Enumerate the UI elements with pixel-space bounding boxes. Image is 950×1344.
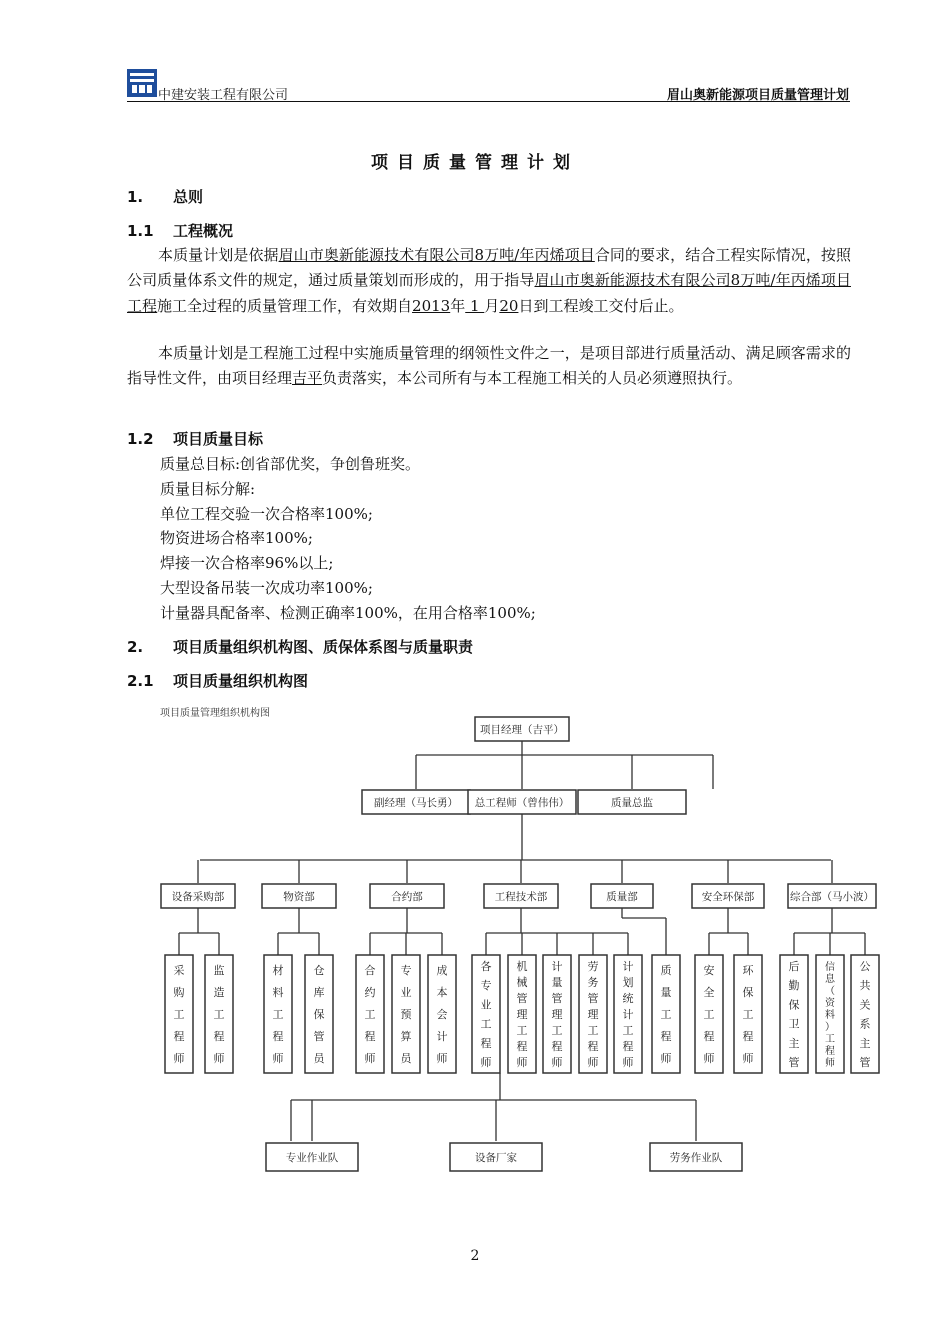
role-label-char: 师 [480, 1056, 492, 1069]
section-title: 总则 [173, 188, 204, 206]
role-label-char: 划 [622, 976, 634, 989]
department-node-label: 设备采购部 [171, 891, 225, 903]
page-number: 2 [470, 1248, 480, 1264]
role-label-char: 信 [825, 962, 835, 973]
role-label-char: 工 [703, 1008, 715, 1021]
role-label-char: 会 [436, 1008, 448, 1021]
role-label-char: 师 [703, 1052, 715, 1065]
header-project-title: 眉山奥新能源项目质量管理计划 [666, 88, 849, 103]
role-label-char: 共 [859, 979, 871, 993]
role-label-char: 料 [825, 1010, 835, 1021]
role-label-char: 管 [587, 992, 599, 1005]
role-label-char: 料 [272, 986, 284, 999]
role-label-char: 工 [213, 1008, 225, 1021]
goal-line: 大型设备吊装一次成功率100%; [160, 579, 373, 597]
department-node-label: 合约部 [391, 891, 423, 903]
role-label-char: 机 [516, 960, 528, 973]
role-label-char: 程 [551, 1040, 563, 1053]
role-label-char: 工 [742, 1008, 754, 1021]
role-label-char: 管 [551, 992, 563, 1005]
role-label-char: 成 [436, 964, 448, 977]
org-chart [150, 700, 890, 1180]
role-label-char: 员 [313, 1052, 325, 1065]
chart-caption: 项目质量管理组织机构图 [160, 708, 270, 719]
level2-node-label: 总工程师（曾伟伟） [474, 797, 570, 809]
role-label-char: 保 [742, 986, 754, 999]
role-label-char: 采 [173, 964, 185, 977]
role-label-char: 师 [825, 1058, 835, 1069]
role-label-char: 预 [400, 1008, 412, 1021]
role-label-char: （ [825, 986, 835, 997]
overview-paragraph-2: 本质量计划是工程施工过程中实施质量管理的纲领性文件之一，是项目部进行质量活动、满足顾客需求的指导性文件，由项目经理吉平负责落实，本公司所有与本工程施工相关的人员必须遵照执行。 [127, 344, 851, 388]
section-title: 项目质量组织机构图 [173, 672, 309, 690]
role-label-char: 程 [587, 1040, 599, 1053]
role-label-char: 师 [173, 1052, 185, 1065]
role-label-char: 购 [173, 986, 185, 999]
role-label-char: 业 [400, 986, 412, 999]
header-company: 中建安装工程有限公司 [158, 88, 289, 103]
role-label-char: 程 [660, 1030, 672, 1043]
section-title: 项目质量组织机构图、质保体系图与质量职责 [173, 638, 474, 656]
role-label-char: 程 [622, 1040, 634, 1053]
role-label-char: 卫 [788, 1017, 800, 1031]
role-label-char: 质 [660, 964, 672, 977]
section-heading-2 [127, 636, 473, 657]
role-label-char: 主 [788, 1036, 800, 1050]
role-label-char: 师 [551, 1056, 563, 1069]
role-label-char: 计 [622, 1008, 634, 1021]
role-label-char: 程 [364, 1030, 376, 1043]
role-label-char: 计 [436, 1030, 448, 1043]
role-label-char: 约 [364, 986, 376, 999]
section-number: 1.2 [127, 430, 154, 448]
role-label-char: 公 [859, 960, 871, 973]
section-heading-1 [127, 186, 203, 207]
document-title: 项目质量管理计划 [371, 153, 579, 173]
role-label-char: 工 [516, 1024, 528, 1037]
role-label-char: 造 [213, 986, 225, 999]
section-title: 项目质量目标 [173, 430, 264, 448]
role-label-char: 本 [436, 986, 448, 999]
role-label-char: 业 [480, 998, 492, 1012]
contractor-node-label: 设备厂家 [475, 1152, 517, 1164]
role-label-char: 师 [587, 1056, 599, 1069]
role-label-char: 勤 [788, 979, 800, 993]
role-label-char: 管 [859, 1056, 871, 1069]
role-label-char: 量 [551, 976, 563, 989]
role-label-char: 关 [859, 998, 871, 1012]
role-label-char: 程 [825, 1046, 835, 1057]
role-label-char: 理 [516, 1008, 528, 1021]
role-label-char: 后 [788, 960, 800, 973]
section-title: 工程概况 [173, 222, 234, 240]
department-node-label: 工程技术部 [494, 891, 548, 903]
role-label-char: 管 [788, 1056, 800, 1069]
role-label-char: 计 [622, 960, 634, 973]
level2-node-label: 副经理（马长勇） [374, 797, 458, 809]
role-label-char: 保 [788, 998, 800, 1012]
role-label-char: 工 [587, 1024, 599, 1037]
role-label-char: 员 [400, 1052, 412, 1065]
role-label-char: 程 [213, 1030, 225, 1043]
role-label-char: 工 [480, 1017, 492, 1031]
goal-line: 质量目标分解: [160, 480, 256, 498]
section-number: 2. [127, 638, 144, 656]
department-node-label: 物资部 [283, 891, 315, 903]
role-label-char: 管 [313, 1030, 325, 1043]
role-label-char: 环 [742, 964, 754, 977]
role-label-char: 师 [622, 1056, 634, 1069]
section-heading-1-1 [127, 220, 233, 241]
section-number: 1. [127, 188, 144, 206]
contractor-node-label: 劳务作业队 [669, 1152, 723, 1164]
role-label-char: 工 [364, 1008, 376, 1021]
role-label-char: 专 [400, 964, 412, 977]
section-heading-1-2 [127, 428, 263, 449]
role-label-char: 劳 [587, 960, 599, 973]
role-label-char: 师 [272, 1052, 284, 1065]
role-label-char: 主 [859, 1036, 871, 1050]
role-label-char: 师 [742, 1052, 754, 1065]
role-label-char: 械 [516, 976, 528, 989]
role-label-char: 合 [364, 964, 376, 977]
department-node-label: 综合部（马小波） [790, 891, 874, 903]
top-manager-label: 项目经理（吉平） [480, 724, 564, 736]
goal-line: 焊接一次合格率96%以上; [160, 554, 334, 572]
role-label-char: 程 [742, 1030, 754, 1043]
role-label-char: 安 [703, 964, 715, 977]
section-number: 2.1 [127, 672, 154, 690]
role-label-char: 理 [587, 1008, 599, 1021]
role-label-char: 程 [173, 1030, 185, 1043]
role-label-char: 保 [313, 1008, 325, 1021]
role-label-char: 系 [859, 1017, 871, 1031]
level2-node-label: 质量总监 [611, 797, 653, 809]
role-label-char: 全 [703, 986, 715, 999]
role-label-char: 师 [213, 1052, 225, 1065]
section-number: 1.1 [127, 222, 154, 240]
role-label-char: 各 [480, 960, 492, 973]
role-label-char: ） [825, 1022, 835, 1033]
role-label-char: 工 [173, 1008, 185, 1021]
role-label-char: 算 [400, 1030, 412, 1043]
role-label-char: 息 [825, 974, 835, 985]
role-label-char: 工 [272, 1008, 284, 1021]
role-label-char: 师 [436, 1052, 448, 1065]
role-label-char: 师 [364, 1052, 376, 1065]
role-label-char: 量 [660, 986, 672, 999]
role-label-char: 统 [622, 992, 634, 1005]
goal-line: 物资进场合格率100%; [160, 529, 313, 547]
contractor-node-label: 专业作业队 [285, 1152, 339, 1164]
goal-line: 计量器具配备率、检测正确率100%，在用合格率100%; [160, 604, 536, 622]
company-logo-icon [127, 69, 157, 97]
role-label-char: 管 [516, 992, 528, 1005]
role-label-char: 程 [480, 1036, 492, 1050]
section-heading-2-1 [127, 670, 308, 691]
overview-paragraph-1: 本质量计划是依据眉山市奥新能源技术有限公司8万吨/年丙烯项目合同的要求，结合工程实际情况，按照公司质量体系文件的规定，通过质量策划而形成的，用于指导眉山市奥新能源技术有限公司8万吨/年丙烯项目工程施工全过程的质量管理工作，有效期自2013年 1 月20日到工程竣工交付后止。 [127, 246, 851, 315]
role-label-char: 仓 [313, 964, 325, 977]
role-label-char: 工 [551, 1024, 563, 1037]
role-label-char: 工 [622, 1024, 634, 1037]
role-label-char: 专 [480, 979, 492, 993]
role-label-char: 程 [516, 1040, 528, 1053]
goal-line: 质量总目标:创省部优奖，争创鲁班奖。 [160, 455, 421, 473]
role-label-char: 务 [587, 976, 599, 989]
role-label-char: 师 [660, 1052, 672, 1065]
role-label-char: 程 [272, 1030, 284, 1043]
role-label-char: 材 [272, 964, 284, 977]
role-label-char: 资 [825, 998, 835, 1009]
department-node-label: 安全环保部 [701, 891, 755, 903]
role-label-char: 工 [660, 1008, 672, 1021]
goal-line: 单位工程交验一次合格率100%; [160, 505, 373, 523]
role-label-char: 计 [551, 960, 563, 973]
header-divider [127, 101, 850, 102]
role-label-char: 监 [213, 964, 225, 977]
role-label-char: 库 [313, 986, 325, 999]
role-label-char: 程 [703, 1030, 715, 1043]
role-label-char: 理 [551, 1008, 563, 1021]
role-label-char: 工 [825, 1034, 835, 1045]
department-node-label: 质量部 [606, 891, 638, 903]
role-label-char: 师 [516, 1056, 528, 1069]
